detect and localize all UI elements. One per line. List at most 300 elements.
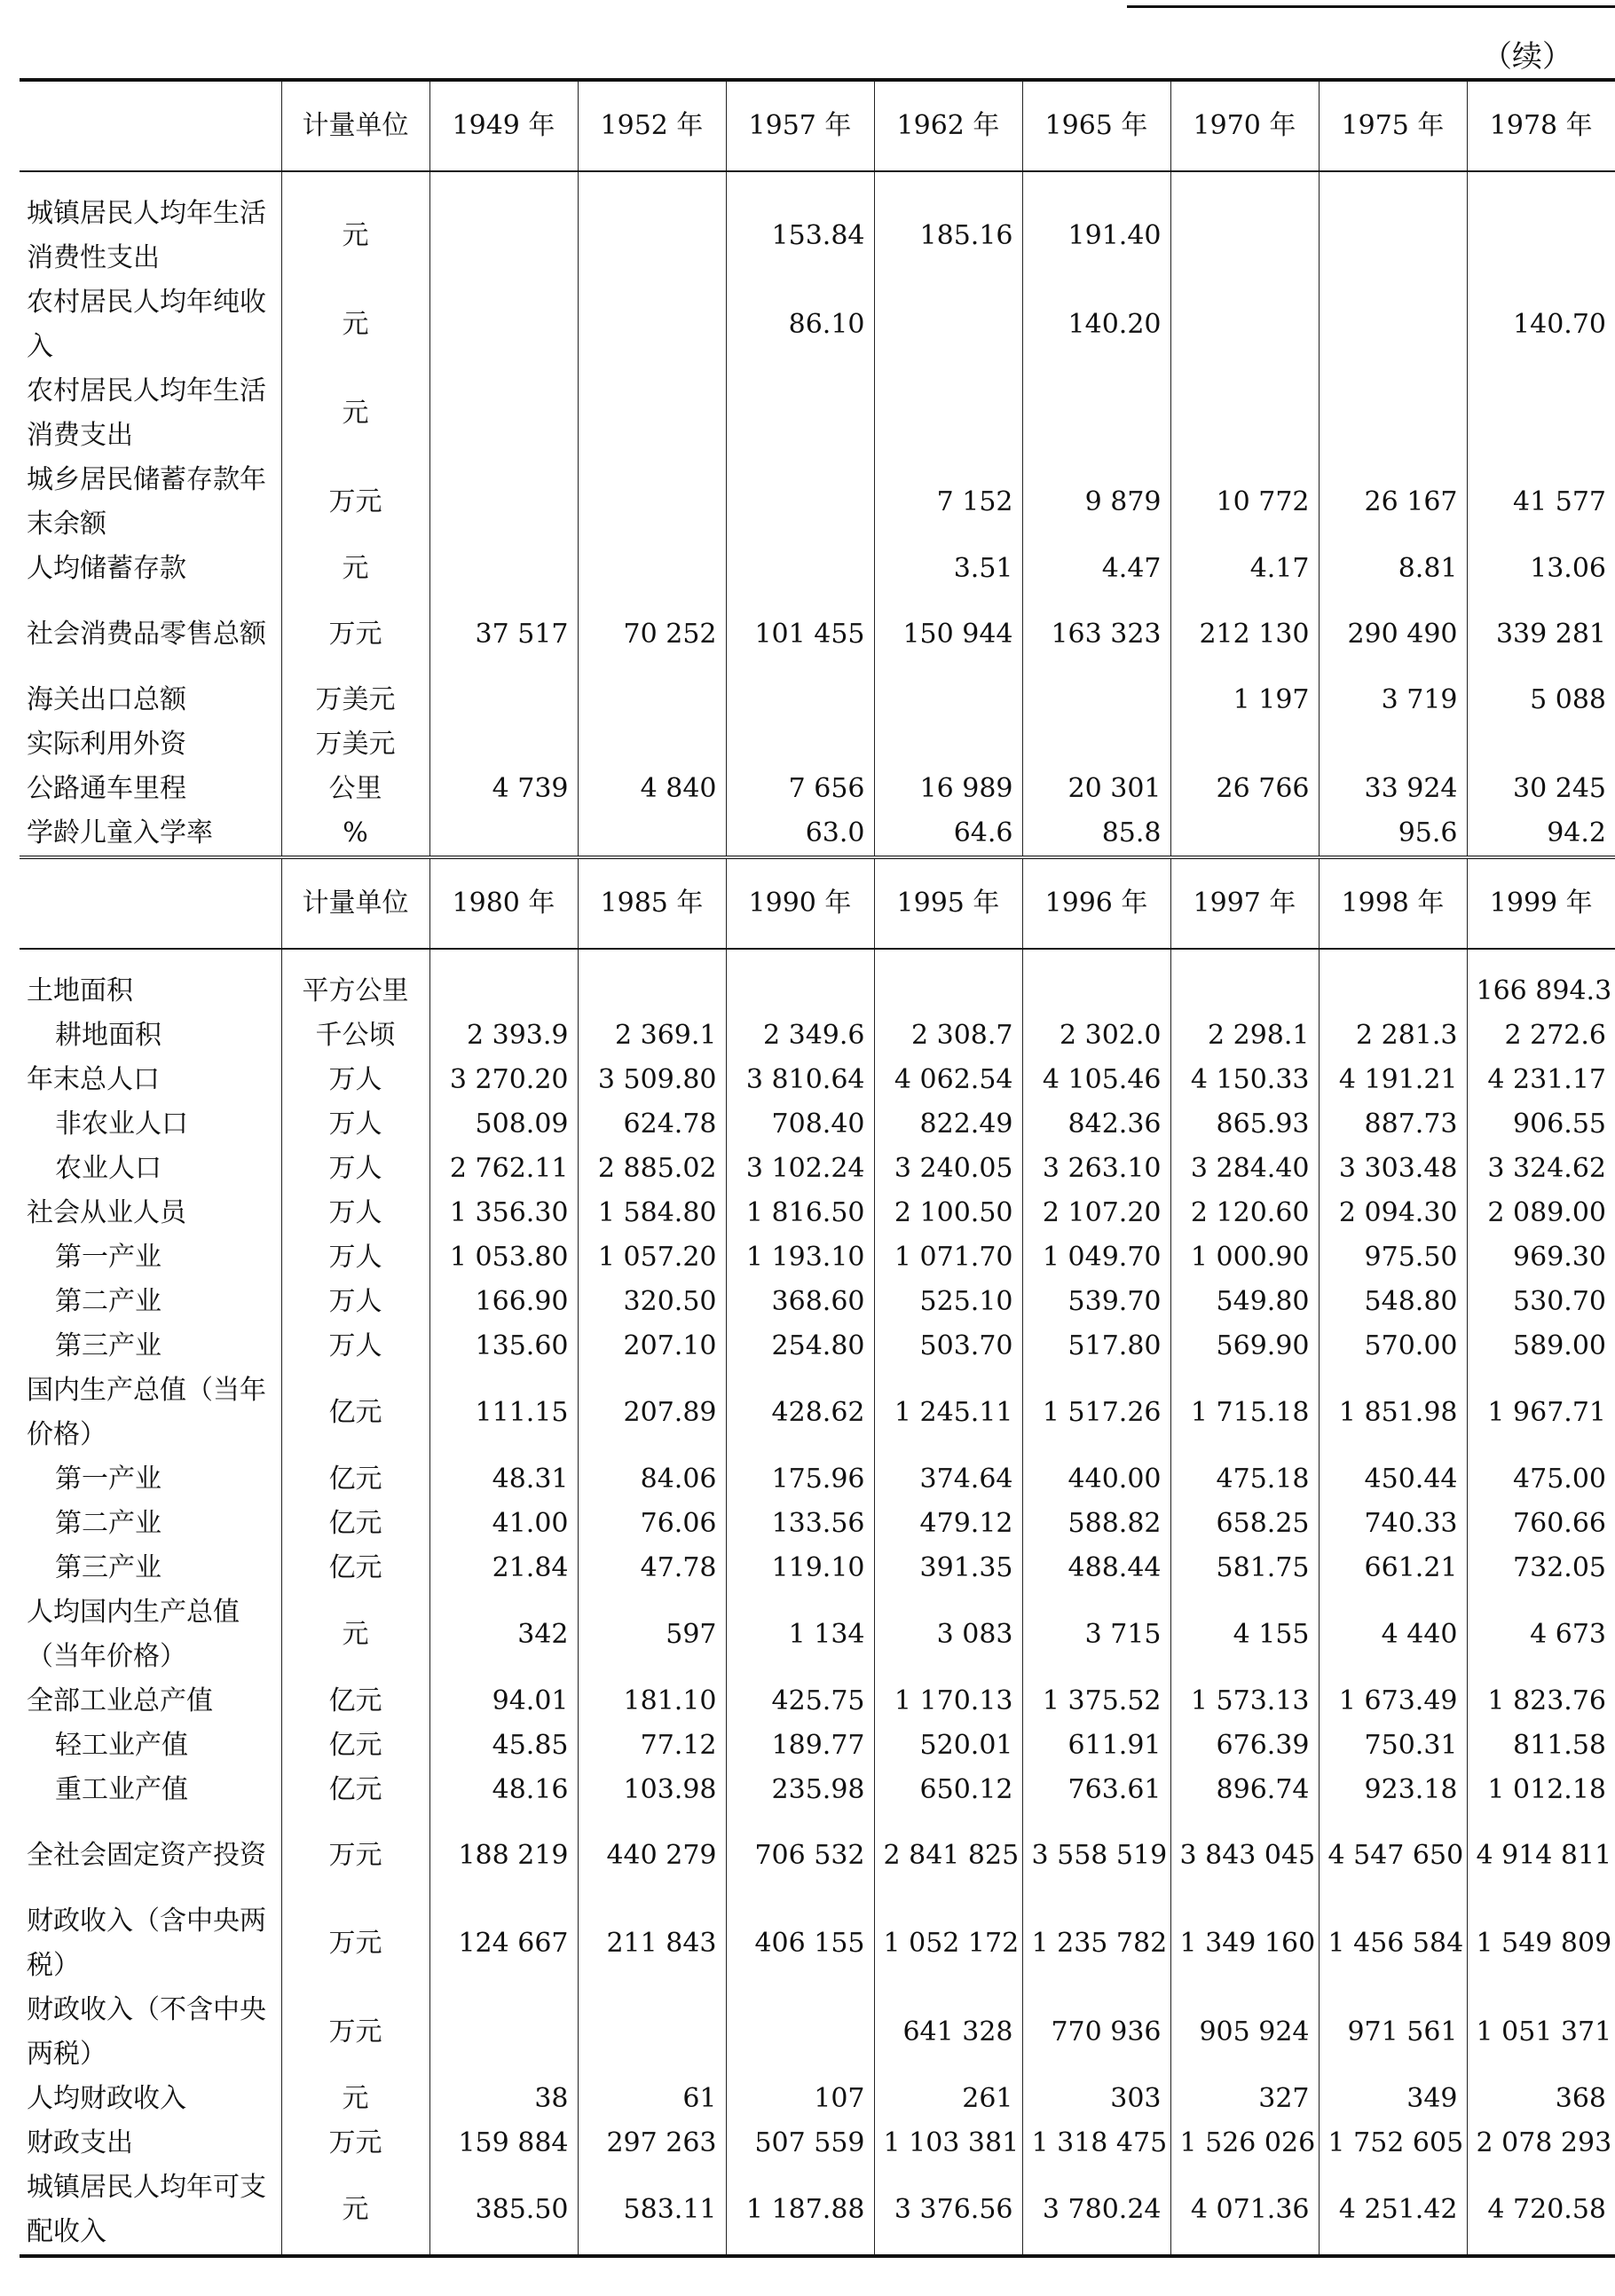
value-cell: 971 561 — [1319, 1988, 1467, 2077]
value-cell: 4 251.42 — [1319, 2166, 1467, 2256]
row-label: 国内生产总值（当年价格） — [20, 1369, 281, 1457]
value-cell — [1467, 369, 1615, 458]
spacer-cell — [429, 949, 578, 969]
table-row — [20, 369, 1615, 458]
value-cell: 887.73 — [1319, 1102, 1467, 1147]
value-cell — [1170, 969, 1319, 1014]
value-cell — [578, 678, 726, 722]
value-cell: 1 823.76 — [1487, 1685, 1606, 1716]
value-cell: 101 455 — [726, 591, 874, 678]
value-cell: 2 078 293 — [1476, 2127, 1612, 2158]
value-cell — [429, 369, 578, 458]
value-cell: 763.61 — [1022, 1768, 1170, 1812]
table-row — [20, 767, 1615, 811]
value-cell: 2 272.6 — [1504, 1020, 1606, 1051]
value-cell: 658.25 — [1170, 1502, 1319, 1546]
value-cell: 26 766 — [1170, 767, 1319, 811]
value-cell: 1 103 381 — [874, 2121, 1022, 2166]
row-unit: 万人 — [281, 1191, 429, 1235]
spacer-cell — [1022, 171, 1170, 192]
row-unit: 万人 — [281, 1324, 429, 1369]
spacer-cell — [1319, 949, 1467, 969]
value-cell — [1170, 280, 1319, 369]
value-cell: 391.35 — [874, 1546, 1022, 1590]
value-cell: 150 944 — [874, 591, 1022, 678]
value-cell: 86.10 — [726, 280, 874, 369]
spacer-cell — [1467, 949, 1615, 969]
value-cell: 1 349 160 — [1170, 1899, 1319, 1988]
value-cell: 503.70 — [874, 1324, 1022, 1369]
value-cell: 2 308.7 — [874, 1014, 1022, 1058]
value-cell: 7 656 — [726, 767, 874, 811]
spacer-cell — [1319, 171, 1467, 192]
value-cell: 13.06 — [1530, 553, 1606, 584]
year-header: 1996 年 — [1022, 857, 1170, 949]
row-unit: 元 — [281, 1590, 429, 1679]
row-label: 第二产业 — [20, 1280, 281, 1324]
value-cell: 20 301 — [1022, 767, 1170, 811]
value-cell: 2 298.1 — [1170, 1014, 1319, 1058]
value-cell: 37 517 — [429, 591, 578, 678]
value-cell: 661.21 — [1319, 1546, 1467, 1590]
continued-label: （续） — [1482, 39, 1572, 75]
spacer-cell — [1170, 171, 1319, 192]
value-cell — [1022, 969, 1170, 1014]
value-cell: 7 152 — [874, 458, 1022, 547]
value-cell — [1170, 369, 1319, 458]
table-row — [20, 1768, 1615, 1812]
row-unit: 万元 — [281, 1812, 429, 1899]
spacer-cell — [1170, 949, 1319, 969]
value-cell — [1170, 192, 1319, 280]
row-label: 人均国内生产总值（当年价格） — [20, 1590, 281, 1679]
value-cell: 3 558 519 — [1022, 1812, 1170, 1899]
value-cell: 85.8 — [1022, 811, 1170, 857]
row-label: 学龄儿童入学率 — [20, 811, 281, 857]
value-cell: 4 840 — [578, 767, 726, 811]
row-unit: 亿元 — [281, 1502, 429, 1546]
value-cell: 303 — [1022, 2077, 1170, 2121]
value-cell: 84.06 — [578, 1457, 726, 1502]
row-unit: 万人 — [281, 1102, 429, 1147]
value-cell: 4.47 — [1022, 547, 1170, 591]
spacer-cell — [20, 949, 281, 969]
value-cell: 2 100.50 — [874, 1191, 1022, 1235]
value-cell: 865.93 — [1170, 1102, 1319, 1147]
value-cell: 896.74 — [1170, 1768, 1319, 1812]
value-cell: 1 071.70 — [874, 1235, 1022, 1280]
value-cell: 188 219 — [429, 1812, 578, 1899]
value-cell: 4.17 — [1170, 547, 1319, 591]
value-cell: 1 193.10 — [726, 1235, 874, 1280]
year-header: 1985 年 — [578, 857, 726, 949]
value-cell — [1467, 722, 1615, 767]
value-cell: 4 062.54 — [874, 1058, 1022, 1102]
row-unit: % — [281, 811, 429, 857]
part2-header-row — [20, 857, 1615, 949]
value-cell: 368 — [1555, 2083, 1606, 2114]
value-cell: 440 279 — [578, 1812, 726, 1899]
value-cell: 2 107.20 — [1022, 1191, 1170, 1235]
value-cell: 3 810.64 — [726, 1058, 874, 1102]
value-cell — [578, 811, 726, 857]
value-cell: 3.51 — [874, 547, 1022, 591]
row-unit: 亿元 — [281, 1768, 429, 1812]
value-cell — [578, 969, 726, 1014]
table-row — [20, 1324, 1615, 1369]
value-cell — [726, 458, 874, 547]
value-cell: 2 369.1 — [578, 1014, 726, 1058]
value-cell: 320.50 — [578, 1280, 726, 1324]
table-row — [20, 1679, 1615, 1724]
value-cell: 3 715 — [1022, 1590, 1170, 1679]
row-label: 人均储蓄存款 — [20, 547, 281, 591]
value-cell: 4 155 — [1170, 1590, 1319, 1679]
row-unit: 万元 — [281, 1988, 429, 2077]
value-cell: 440.00 — [1022, 1457, 1170, 1502]
table-row — [20, 2121, 1615, 2166]
value-cell: 153.84 — [726, 192, 874, 280]
value-cell: 94.2 — [1547, 817, 1606, 848]
value-cell: 4 191.21 — [1319, 1058, 1467, 1102]
spacer-cell — [726, 949, 874, 969]
value-cell: 3 719 — [1319, 678, 1467, 722]
value-cell: 1 967.71 — [1487, 1397, 1606, 1428]
value-cell — [1170, 811, 1319, 857]
row-unit: 万元 — [281, 591, 429, 678]
value-cell: 905 924 — [1170, 1988, 1319, 2077]
table-row — [20, 1369, 1615, 1457]
value-cell: 1 053.80 — [429, 1235, 578, 1280]
value-cell: 41 577 — [1513, 486, 1606, 517]
value-cell — [726, 969, 874, 1014]
value-cell: 1 715.18 — [1170, 1369, 1319, 1457]
value-cell — [429, 678, 578, 722]
header-blank — [20, 80, 281, 171]
value-cell: 624.78 — [578, 1102, 726, 1147]
row-unit: 万人 — [281, 1280, 429, 1324]
table-row — [20, 1546, 1615, 1590]
value-cell: 290 490 — [1319, 591, 1467, 678]
spacer-cell — [578, 171, 726, 192]
value-cell: 124 667 — [429, 1899, 578, 1988]
value-cell: 569.90 — [1170, 1324, 1319, 1369]
value-cell: 385.50 — [429, 2166, 578, 2256]
value-cell: 1 549 809 — [1476, 1928, 1612, 1959]
table-row — [20, 591, 1615, 678]
row-label: 城镇居民人均年生活消费性支出 — [20, 192, 281, 280]
row-label: 第一产业 — [20, 1235, 281, 1280]
value-cell: 3 270.20 — [429, 1058, 578, 1102]
value-cell: 297 263 — [578, 2121, 726, 2166]
spacer-cell — [281, 171, 429, 192]
value-cell — [1170, 722, 1319, 767]
value-cell: 676.39 — [1170, 1724, 1319, 1768]
row-unit: 万元 — [281, 2121, 429, 2166]
value-cell — [1319, 969, 1467, 1014]
spacer-row — [20, 171, 1615, 192]
value-cell: 368.60 — [726, 1280, 874, 1324]
value-cell: 508.09 — [429, 1102, 578, 1147]
value-cell: 740.33 — [1319, 1502, 1467, 1546]
value-cell: 822.49 — [874, 1102, 1022, 1147]
table-row — [20, 1457, 1615, 1502]
value-cell: 64.6 — [874, 811, 1022, 857]
row-label: 轻工业产值 — [20, 1724, 281, 1768]
value-cell: 1 245.11 — [874, 1369, 1022, 1457]
value-cell: 3 240.05 — [874, 1147, 1022, 1191]
value-cell: 2 393.9 — [429, 1014, 578, 1058]
value-cell: 181.10 — [578, 1679, 726, 1724]
table-row — [20, 547, 1615, 591]
value-cell: 520.01 — [874, 1724, 1022, 1768]
table-row — [20, 1280, 1615, 1324]
value-cell: 1 052 172 — [874, 1899, 1022, 1988]
row-unit: 平方公里 — [281, 969, 429, 1014]
table-row — [20, 2077, 1615, 2121]
spacer-row — [20, 949, 1615, 969]
row-unit: 公里 — [281, 767, 429, 811]
row-unit: 亿元 — [281, 1546, 429, 1590]
table-row — [20, 1102, 1615, 1147]
value-cell: 140.20 — [1022, 280, 1170, 369]
value-cell: 2 281.3 — [1319, 1014, 1467, 1058]
value-cell: 47.78 — [578, 1546, 726, 1590]
value-cell — [874, 678, 1022, 722]
value-cell: 261 — [874, 2077, 1022, 2121]
value-cell: 327 — [1170, 2077, 1319, 2121]
value-cell — [874, 969, 1022, 1014]
value-cell: 1 235 782 — [1022, 1899, 1170, 1988]
year-header: 1952 年 — [578, 80, 726, 171]
value-cell: 3 324.62 — [1487, 1153, 1606, 1184]
row-unit: 万元 — [281, 1899, 429, 1988]
value-cell: 450.44 — [1319, 1457, 1467, 1502]
row-unit: 万人 — [281, 1147, 429, 1191]
row-label: 耕地面积 — [20, 1014, 281, 1058]
year-header: 1998 年 — [1319, 857, 1467, 949]
spacer-cell — [281, 949, 429, 969]
value-cell — [578, 458, 726, 547]
value-cell: 349 — [1319, 2077, 1467, 2121]
row-label: 重工业产值 — [20, 1768, 281, 1812]
year-header: 1970 年 — [1170, 80, 1319, 171]
value-cell: 1 456 584 — [1319, 1899, 1467, 1988]
value-cell: 4 231.17 — [1487, 1064, 1606, 1095]
value-cell: 760.66 — [1513, 1508, 1606, 1539]
value-cell: 3 102.24 — [726, 1147, 874, 1191]
row-unit: 元 — [281, 547, 429, 591]
value-cell: 750.31 — [1319, 1724, 1467, 1768]
value-cell: 2 885.02 — [578, 1147, 726, 1191]
row-unit: 亿元 — [281, 1369, 429, 1457]
value-cell: 207.89 — [578, 1369, 726, 1457]
value-cell: 1 197 — [1170, 678, 1319, 722]
row-unit: 元 — [281, 280, 429, 369]
value-cell: 3 263.10 — [1022, 1147, 1170, 1191]
row-label: 年末总人口 — [20, 1058, 281, 1102]
value-cell: 2 094.30 — [1319, 1191, 1467, 1235]
value-cell: 95.6 — [1319, 811, 1467, 857]
row-label: 社会消费品零售总额 — [20, 591, 281, 678]
spacer-cell — [1467, 171, 1615, 192]
value-cell: 111.15 — [429, 1369, 578, 1457]
row-label: 第三产业 — [20, 1324, 281, 1369]
spacer-cell — [874, 949, 1022, 969]
value-cell: 4 440 — [1319, 1590, 1467, 1679]
value-cell: 77.12 — [578, 1724, 726, 1768]
value-cell: 1 517.26 — [1022, 1369, 1170, 1457]
spacer-cell — [20, 171, 281, 192]
value-cell: 1 356.30 — [429, 1191, 578, 1235]
value-cell: 1 673.49 — [1319, 1679, 1467, 1724]
value-cell: 425.75 — [726, 1679, 874, 1724]
value-cell: 2 302.0 — [1022, 1014, 1170, 1058]
year-header: 1990 年 — [726, 857, 874, 949]
value-cell: 94.01 — [429, 1679, 578, 1724]
value-cell: 4 739 — [429, 767, 578, 811]
value-cell: 530.70 — [1513, 1286, 1606, 1317]
year-header: 1949 年 — [429, 80, 578, 171]
row-label: 城乡居民储蓄存款年末余额 — [20, 458, 281, 547]
value-cell: 3 843 045 — [1170, 1812, 1319, 1899]
row-unit: 亿元 — [281, 1724, 429, 1768]
value-cell: 1 752 605 — [1319, 2121, 1467, 2166]
value-cell: 211 843 — [578, 1899, 726, 1988]
row-label: 全部工业总产值 — [20, 1679, 281, 1724]
value-cell: 4 105.46 — [1022, 1058, 1170, 1102]
table-row — [20, 2166, 1615, 2256]
year-header: 1975 年 — [1319, 80, 1467, 171]
value-cell — [429, 811, 578, 857]
value-cell — [1319, 722, 1467, 767]
value-cell: 479.12 — [874, 1502, 1022, 1546]
value-cell: 1 851.98 — [1319, 1369, 1467, 1457]
value-cell: 207.10 — [578, 1324, 726, 1369]
value-cell: 3 284.40 — [1170, 1147, 1319, 1191]
value-cell — [726, 1988, 874, 2077]
value-cell: 1 057.20 — [578, 1235, 726, 1280]
value-cell: 1 573.13 — [1170, 1679, 1319, 1724]
value-cell: 38 — [429, 2077, 578, 2121]
value-cell: 2 089.00 — [1487, 1197, 1606, 1228]
value-cell — [726, 547, 874, 591]
value-cell — [726, 678, 874, 722]
value-cell: 212 130 — [1170, 591, 1319, 678]
value-cell: 969.30 — [1513, 1242, 1606, 1273]
row-label: 社会从业人员 — [20, 1191, 281, 1235]
value-cell: 1 134 — [726, 1590, 874, 1679]
value-cell: 611.91 — [1022, 1724, 1170, 1768]
table-row — [20, 280, 1615, 369]
value-cell: 706 532 — [726, 1812, 874, 1899]
value-cell: 770 936 — [1022, 1988, 1170, 2077]
value-cell: 517.80 — [1022, 1324, 1170, 1369]
value-cell: 235.98 — [726, 1768, 874, 1812]
value-cell: 428.62 — [726, 1369, 874, 1457]
value-cell — [578, 369, 726, 458]
value-cell: 549.80 — [1170, 1280, 1319, 1324]
year-header: 1999 年 — [1467, 857, 1615, 949]
value-cell: 3 303.48 — [1319, 1147, 1467, 1191]
year-header: 1965 年 — [1022, 80, 1170, 171]
value-cell: 1 012.18 — [1487, 1774, 1606, 1805]
row-unit: 元 — [281, 369, 429, 458]
table-row — [20, 1502, 1615, 1546]
table-row — [20, 811, 1615, 857]
value-cell: 4 914 811 — [1476, 1840, 1612, 1871]
value-cell — [1319, 369, 1467, 458]
value-cell: 1 051 371 — [1476, 2016, 1612, 2047]
statistics-table — [20, 78, 1615, 2258]
row-unit: 元 — [281, 2166, 429, 2256]
row-label: 城镇居民人均年可支配收入 — [20, 2166, 281, 2256]
table-row — [20, 458, 1615, 547]
year-header: 1962 年 — [874, 80, 1022, 171]
row-unit: 元 — [281, 192, 429, 280]
value-cell: 5 088 — [1530, 684, 1606, 715]
value-cell — [429, 192, 578, 280]
value-cell — [874, 369, 1022, 458]
value-cell: 103.98 — [578, 1768, 726, 1812]
value-cell: 488.44 — [1022, 1546, 1170, 1590]
value-cell: 166.90 — [429, 1280, 578, 1324]
value-cell — [429, 722, 578, 767]
value-cell: 374.64 — [874, 1457, 1022, 1502]
value-cell — [1022, 678, 1170, 722]
value-cell: 475.00 — [1513, 1464, 1606, 1495]
row-label: 财政收入（不含中央两税） — [20, 1988, 281, 2077]
value-cell: 589.00 — [1513, 1330, 1606, 1361]
value-cell — [578, 547, 726, 591]
row-label: 第三产业 — [20, 1546, 281, 1590]
value-cell: 119.10 — [726, 1546, 874, 1590]
row-unit: 万人 — [281, 1235, 429, 1280]
value-cell — [429, 969, 578, 1014]
value-cell: 1 584.80 — [578, 1191, 726, 1235]
spacer-cell — [429, 171, 578, 192]
value-cell: 570.00 — [1319, 1324, 1467, 1369]
value-cell: 708.40 — [726, 1102, 874, 1147]
value-cell: 159 884 — [429, 2121, 578, 2166]
row-label: 第一产业 — [20, 1457, 281, 1502]
value-cell — [874, 722, 1022, 767]
value-cell — [1319, 192, 1467, 280]
value-cell: 16 989 — [874, 767, 1022, 811]
value-cell: 732.05 — [1513, 1552, 1606, 1583]
table-row — [20, 722, 1615, 767]
table-row — [20, 1191, 1615, 1235]
value-cell: 191.40 — [1022, 192, 1170, 280]
value-cell: 26 167 — [1319, 458, 1467, 547]
value-cell: 33 924 — [1319, 767, 1467, 811]
table-row — [20, 1058, 1615, 1102]
value-cell: 1 816.50 — [726, 1191, 874, 1235]
table-row — [20, 1235, 1615, 1280]
value-cell: 583.11 — [578, 2166, 726, 2256]
value-cell: 3 083 — [874, 1590, 1022, 1679]
table-row — [20, 1724, 1615, 1768]
value-cell — [429, 547, 578, 591]
value-cell: 30 245 — [1513, 773, 1606, 804]
value-cell: 588.82 — [1022, 1502, 1170, 1546]
row-unit: 万元 — [281, 458, 429, 547]
value-cell: 140.70 — [1513, 309, 1606, 340]
value-cell — [726, 369, 874, 458]
table-row — [20, 192, 1615, 280]
row-label: 全社会固定资产投资 — [20, 1812, 281, 1899]
value-cell: 525.10 — [874, 1280, 1022, 1324]
